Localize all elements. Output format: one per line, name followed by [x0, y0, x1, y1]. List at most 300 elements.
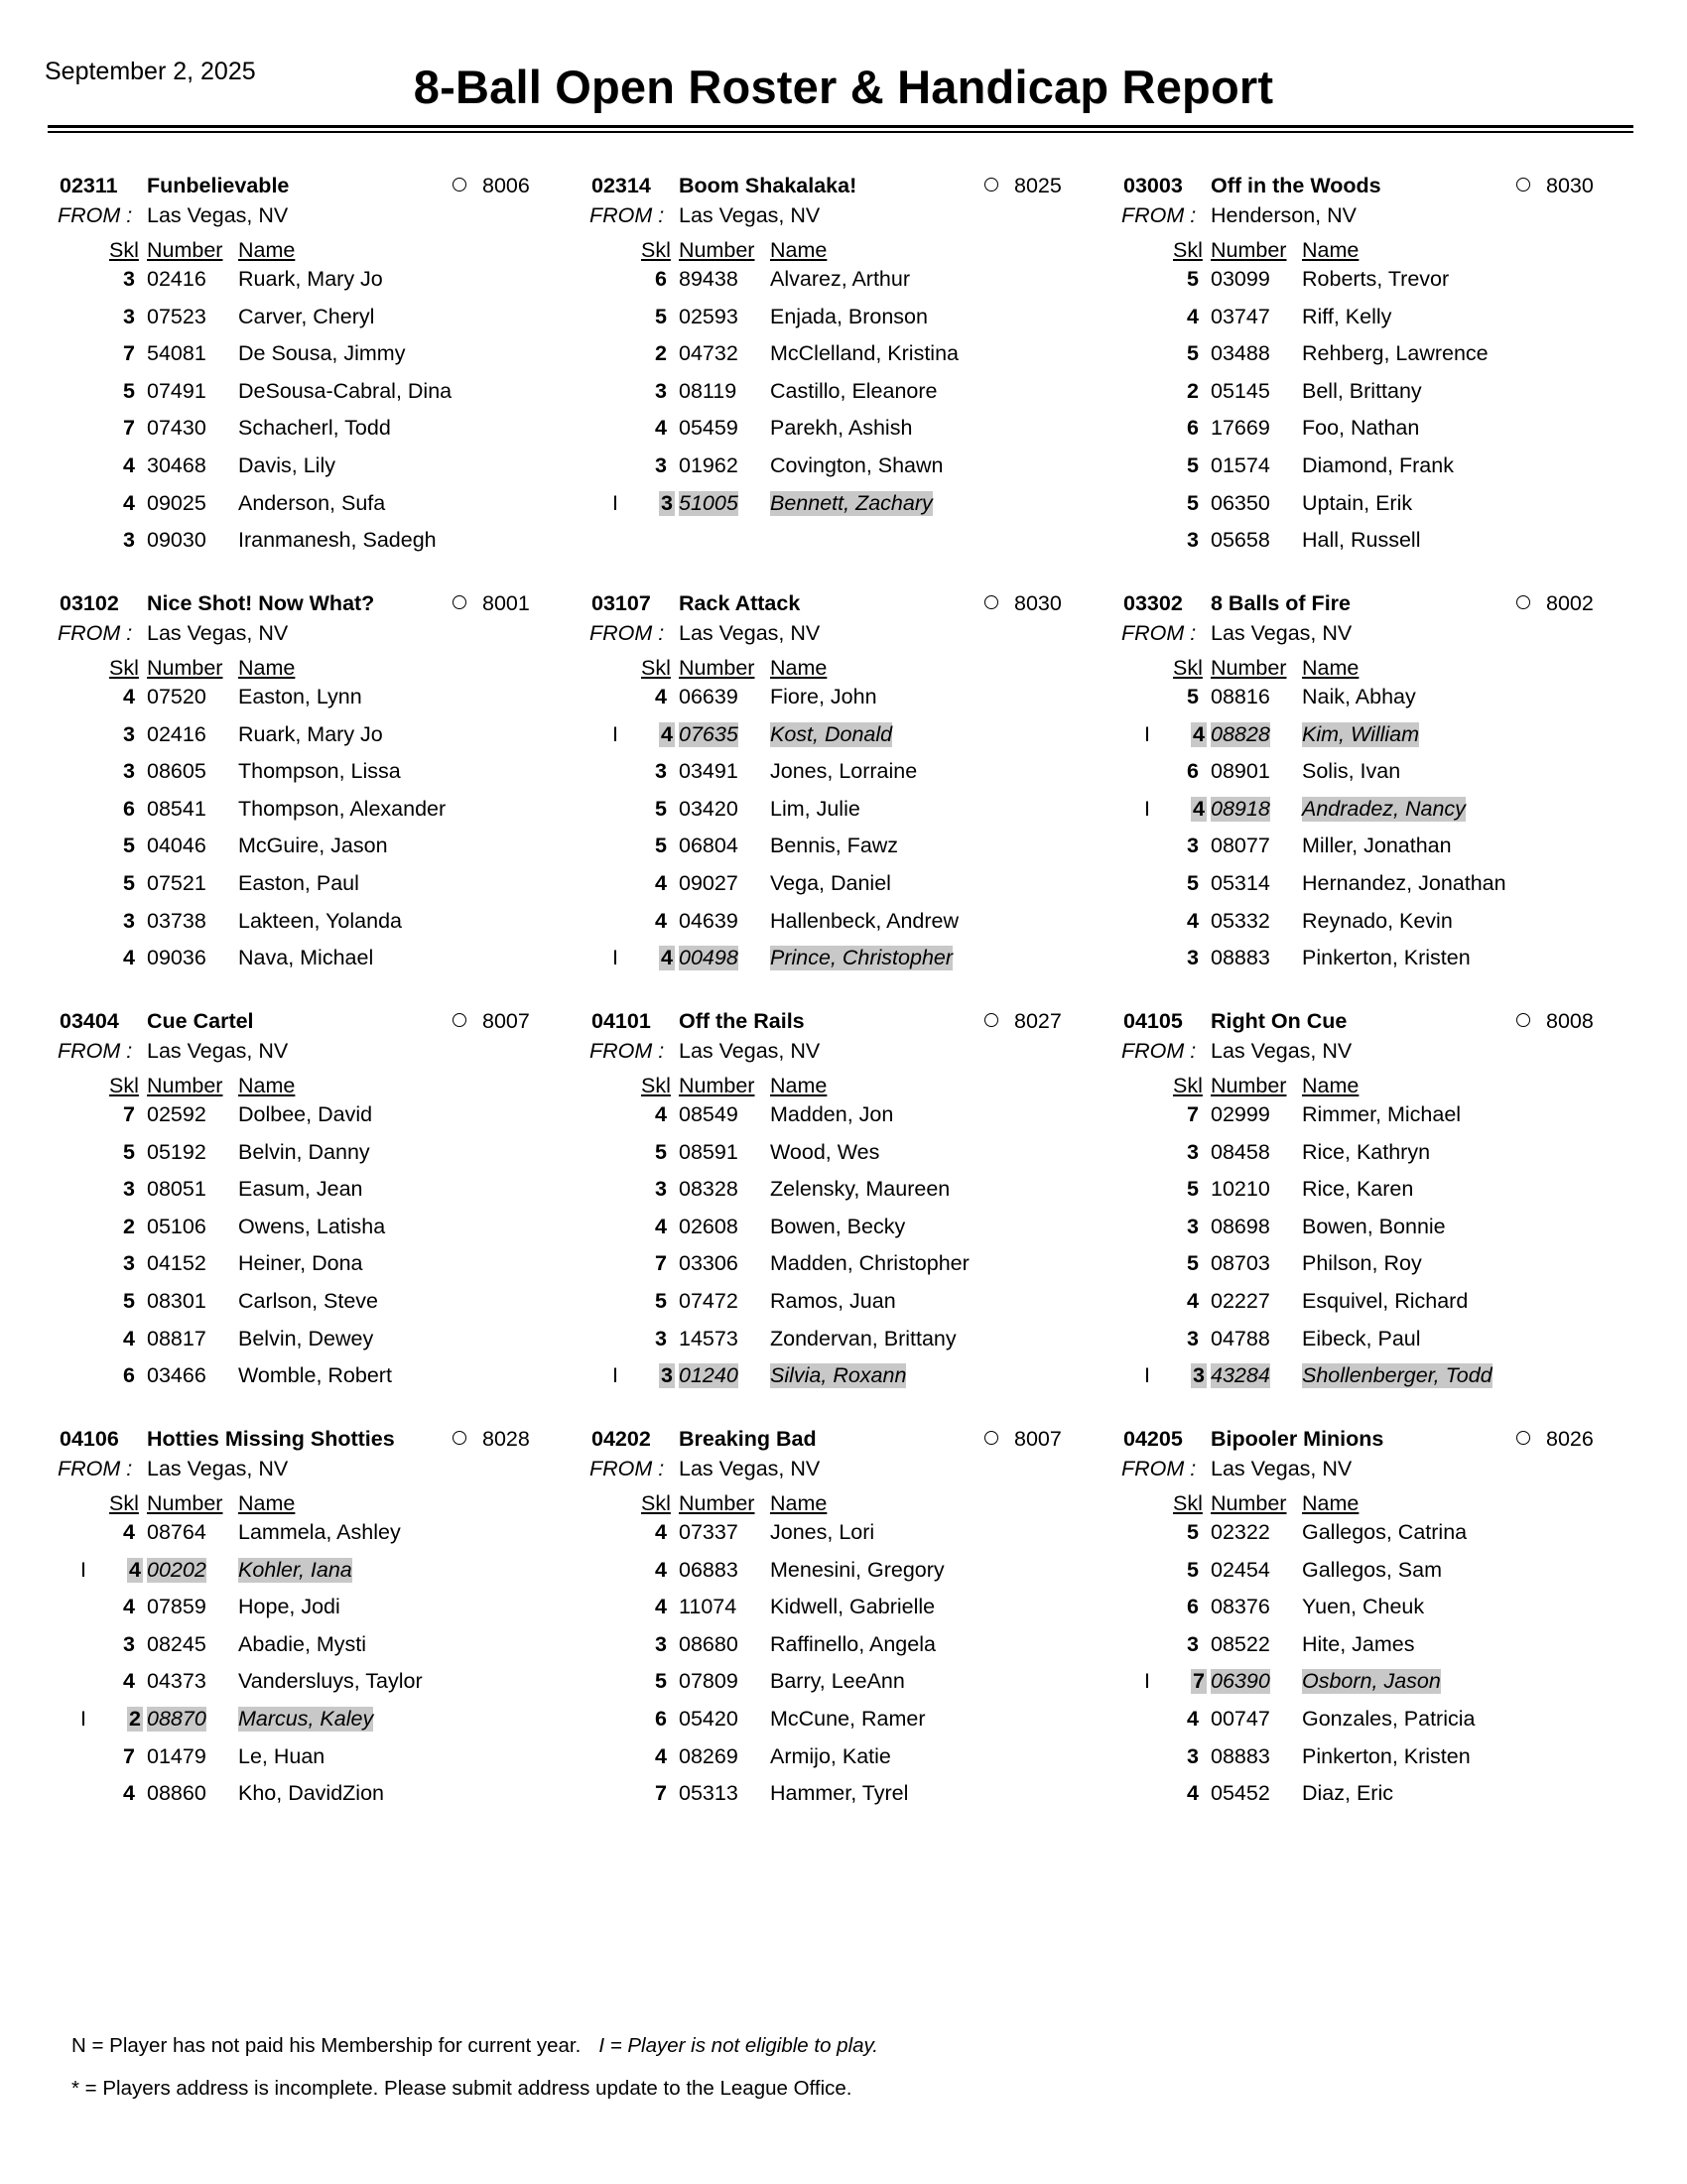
- player-number: 54081: [147, 341, 206, 366]
- player-row: [48, 1595, 584, 1632]
- player-number: 08119: [679, 378, 737, 403]
- team-number: 03003: [1123, 174, 1183, 197]
- player-name: Enjada, Bronson: [770, 304, 928, 328]
- team-name: Boom Shakalaka!: [679, 174, 857, 197]
- player-name: Madden, Christopher: [770, 1251, 970, 1276]
- player-name: Pinkerton, Kristen: [1302, 946, 1471, 970]
- player-skill: 4: [661, 721, 673, 746]
- player-skill: 7: [123, 341, 135, 366]
- player-row: [1111, 1632, 1647, 1670]
- player-number: 08817: [147, 1326, 206, 1350]
- team-block: [580, 1009, 1115, 1426]
- player-list: [580, 1520, 1115, 1819]
- player-name: Gallegos, Sam: [1302, 1557, 1443, 1582]
- player-row: [1111, 1140, 1647, 1178]
- team-city: Las Vegas, NV: [147, 1039, 289, 1063]
- player-skill: 3: [1187, 528, 1199, 553]
- player-skill: 3: [655, 759, 667, 784]
- column-header-skl: Skl: [1173, 1491, 1203, 1515]
- team-block: [48, 1009, 584, 1426]
- player-name: Roberts, Trevor: [1302, 267, 1450, 291]
- player-number: 08301: [147, 1288, 206, 1313]
- player-skill: 4: [655, 1743, 667, 1768]
- player-name: Miller, Jonathan: [1302, 834, 1452, 858]
- player-skill: 5: [1187, 1251, 1199, 1276]
- team-location-code: 8006: [482, 174, 530, 197]
- player-name: Hall, Russell: [1302, 528, 1421, 553]
- player-number: 06804: [679, 834, 738, 858]
- team-block: [580, 591, 1115, 1008]
- player-skill: 3: [1187, 1139, 1199, 1164]
- team-name: Bipooler Minions: [1211, 1427, 1384, 1451]
- player-number: 05106: [147, 1214, 206, 1238]
- player-skill: 2: [655, 341, 667, 366]
- player-skill: 7: [1193, 1669, 1205, 1694]
- player-name: Easton, Paul: [238, 870, 359, 895]
- team-block: [1111, 591, 1647, 1008]
- player-number: 04046: [147, 834, 206, 858]
- location-circle-icon: [984, 1013, 998, 1027]
- player-number: 07337: [679, 1520, 738, 1544]
- player-name: Bowen, Bonnie: [1302, 1214, 1446, 1238]
- player-list: [1111, 1520, 1647, 1819]
- player-row: [580, 1177, 1115, 1215]
- player-name: Uptain, Erik: [1302, 490, 1413, 515]
- player-number: 08918: [1211, 796, 1270, 821]
- column-header-skl: Skl: [109, 1074, 139, 1097]
- player-row: [1111, 1781, 1647, 1819]
- player-skill: 2: [129, 1706, 141, 1731]
- column-header-number: Number: [679, 1491, 755, 1515]
- player-skill: 4: [655, 416, 667, 441]
- player-name: Madden, Jon: [770, 1102, 894, 1126]
- column-header-number: Number: [679, 656, 755, 680]
- player-list: [48, 1520, 584, 1819]
- player-name: Schacherl, Todd: [238, 416, 391, 441]
- player-skill: 4: [123, 490, 135, 515]
- player-number: 09027: [679, 870, 738, 895]
- team-number: 04202: [591, 1427, 651, 1451]
- player-number: 03420: [679, 796, 738, 821]
- player-row: [580, 685, 1115, 722]
- from-label: FROM :: [589, 621, 665, 645]
- player-row: [48, 1781, 584, 1819]
- player-name: Kho, DavidZion: [238, 1781, 384, 1806]
- team-block: [1111, 1009, 1647, 1426]
- team-block: [580, 1427, 1115, 1844]
- player-skill: 4: [655, 870, 667, 895]
- column-header-name: Name: [238, 1074, 296, 1097]
- player-name: Hite, James: [1302, 1631, 1415, 1656]
- column-header-skl: Skl: [641, 1074, 671, 1097]
- player-skill: 3: [661, 1363, 673, 1388]
- player-name: Jones, Lori: [770, 1520, 875, 1544]
- player-row: [580, 1781, 1115, 1819]
- player-name: Bowen, Becky: [770, 1214, 906, 1238]
- player-name: Ruark, Mary Jo: [238, 721, 383, 746]
- player-number: 07472: [679, 1288, 738, 1313]
- team-number: 03107: [591, 591, 651, 615]
- player-row: [1111, 416, 1647, 453]
- player-number: 03099: [1211, 267, 1270, 291]
- player-row: [1111, 759, 1647, 797]
- column-header-name: Name: [238, 238, 296, 262]
- player-row: [580, 1102, 1115, 1140]
- player-row: [580, 1327, 1115, 1364]
- team-city: Henderson, NV: [1211, 203, 1357, 227]
- player-row: [1111, 909, 1647, 947]
- player-row: [48, 946, 584, 983]
- player-row: [580, 416, 1115, 453]
- player-row: [1111, 946, 1647, 983]
- player-row: [1111, 267, 1647, 305]
- player-skill: 5: [655, 1669, 667, 1694]
- location-circle-icon: [453, 595, 466, 609]
- player-name: Bennett, Zachary: [770, 490, 933, 515]
- player-name: Barry, LeeAnn: [770, 1669, 905, 1694]
- player-name: Vandersluys, Taylor: [238, 1669, 423, 1694]
- player-row: [580, 1140, 1115, 1178]
- player-row: [48, 1669, 584, 1707]
- eligibility-flag: I: [1144, 1363, 1150, 1388]
- player-number: 02592: [147, 1102, 206, 1126]
- column-header-name: Name: [238, 656, 296, 680]
- player-skill: 6: [123, 1363, 135, 1388]
- team-city: Las Vegas, NV: [1211, 1039, 1353, 1063]
- player-skill: 6: [123, 796, 135, 821]
- team-name: Hotties Missing Shotties: [147, 1427, 395, 1451]
- player-skill: 5: [1187, 452, 1199, 477]
- player-row: [48, 797, 584, 835]
- player-row: [48, 1632, 584, 1670]
- player-skill: 4: [661, 946, 673, 970]
- player-number: 03738: [147, 908, 206, 933]
- player-number: 05314: [1211, 870, 1270, 895]
- player-row: [580, 1669, 1115, 1707]
- player-skill: 3: [655, 378, 667, 403]
- from-label: FROM :: [589, 1039, 665, 1063]
- player-number: 01962: [679, 452, 738, 477]
- player-number: 07430: [147, 416, 206, 441]
- player-row: [1111, 685, 1647, 722]
- team-number: 02314: [591, 174, 651, 197]
- player-row: [48, 1558, 584, 1596]
- team-number: 03102: [60, 591, 119, 615]
- player-skill: 3: [123, 1177, 135, 1202]
- player-row: [48, 1215, 584, 1252]
- player-row: [48, 528, 584, 566]
- player-name: Rice, Kathryn: [1302, 1139, 1431, 1164]
- player-skill: 3: [1193, 1363, 1205, 1388]
- team-location-code: 8008: [1546, 1009, 1594, 1033]
- team-number: 04105: [1123, 1009, 1183, 1033]
- player-skill: 4: [123, 452, 135, 477]
- location-circle-icon: [984, 178, 998, 192]
- player-number: 07520: [147, 685, 206, 708]
- report-title: 8-Ball Open Roster & Handicap Report: [413, 61, 1274, 113]
- team-location-code: 8028: [482, 1427, 530, 1451]
- player-row: [580, 1289, 1115, 1327]
- player-number: 08828: [1211, 721, 1270, 746]
- player-name: DeSousa-Cabral, Dina: [238, 378, 453, 403]
- player-skill: 5: [655, 1288, 667, 1313]
- player-row: [1111, 491, 1647, 529]
- column-header-number: Number: [1211, 1491, 1287, 1515]
- player-number: 03747: [1211, 304, 1270, 328]
- player-skill: 4: [123, 1595, 135, 1619]
- player-name: Diamond, Frank: [1302, 452, 1454, 477]
- player-skill: 3: [123, 267, 135, 291]
- player-skill: 4: [1187, 304, 1199, 328]
- player-row: [580, 909, 1115, 947]
- player-number: 08549: [679, 1102, 738, 1126]
- team-number: 03302: [1123, 591, 1183, 615]
- column-header-name: Name: [770, 238, 828, 262]
- player-name: Foo, Nathan: [1302, 416, 1420, 441]
- player-name: Hernandez, Jonathan: [1302, 870, 1506, 895]
- team-city: Las Vegas, NV: [147, 203, 289, 227]
- player-skill: 5: [655, 1139, 667, 1164]
- player-number: 05145: [1211, 378, 1270, 403]
- player-number: 08541: [147, 796, 206, 821]
- legend-line-1: [71, 2034, 878, 2058]
- player-row: [1111, 1595, 1647, 1632]
- player-list: [1111, 267, 1647, 566]
- player-list: [48, 685, 584, 983]
- title-rule-top: [48, 125, 1633, 128]
- player-name: Parekh, Ashish: [770, 416, 913, 441]
- player-name: Shollenberger, Todd: [1302, 1363, 1492, 1388]
- player-skill: 5: [1187, 685, 1199, 708]
- player-row: [1111, 797, 1647, 835]
- player-name: Easton, Lynn: [238, 685, 362, 708]
- player-skill: 3: [655, 1326, 667, 1350]
- team-city: Las Vegas, NV: [1211, 621, 1353, 645]
- player-skill: 6: [655, 1706, 667, 1731]
- player-row: [48, 1744, 584, 1782]
- player-row: [48, 1363, 584, 1401]
- player-number: 03306: [679, 1251, 738, 1276]
- player-number: 00498: [679, 946, 738, 970]
- column-header-number: Number: [679, 1074, 755, 1097]
- from-label: FROM :: [589, 1457, 665, 1480]
- player-skill: 3: [1187, 1214, 1199, 1238]
- player-name: Vega, Daniel: [770, 870, 891, 895]
- player-skill: 3: [123, 759, 135, 784]
- location-circle-icon: [453, 178, 466, 192]
- location-circle-icon: [1516, 178, 1530, 192]
- player-skill: 3: [123, 721, 135, 746]
- team-number: 04205: [1123, 1427, 1183, 1451]
- player-skill: 7: [123, 416, 135, 441]
- column-header-skl: Skl: [641, 656, 671, 680]
- player-name: Gallegos, Catrina: [1302, 1520, 1468, 1544]
- player-skill: 4: [123, 946, 135, 970]
- player-skill: 4: [655, 1557, 667, 1582]
- player-name: Owens, Latisha: [238, 1214, 386, 1238]
- team-location-code: 8002: [1546, 591, 1594, 615]
- column-header-name: Name: [770, 656, 828, 680]
- player-skill: 5: [123, 1139, 135, 1164]
- player-row: [1111, 722, 1647, 760]
- player-skill: 4: [1193, 721, 1205, 746]
- player-row: [48, 1327, 584, 1364]
- player-skill: 4: [123, 685, 135, 708]
- player-number: 03466: [147, 1363, 206, 1388]
- column-header-name: Name: [770, 1491, 828, 1515]
- player-number: 08860: [147, 1781, 206, 1806]
- team-number: 04101: [591, 1009, 651, 1033]
- player-name: Lammela, Ashley: [238, 1520, 401, 1544]
- player-number: 02593: [679, 304, 738, 328]
- location-circle-icon: [1516, 595, 1530, 609]
- player-name: Marcus, Kaley: [238, 1706, 374, 1731]
- player-number: 04152: [147, 1251, 206, 1276]
- column-header-skl: Skl: [1173, 1074, 1203, 1097]
- player-number: 02227: [1211, 1288, 1270, 1313]
- column-header-name: Name: [770, 1074, 828, 1097]
- column-header-name: Name: [1302, 656, 1360, 680]
- column-header-name: Name: [1302, 1074, 1360, 1097]
- player-name: Carver, Cheryl: [238, 304, 375, 328]
- player-name: Osborn, Jason: [1302, 1669, 1441, 1694]
- player-skill: 3: [1187, 834, 1199, 858]
- player-skill: 3: [655, 452, 667, 477]
- player-name: McCune, Ramer: [770, 1706, 926, 1731]
- player-skill: 5: [655, 834, 667, 858]
- player-name: Prince, Christopher: [770, 946, 954, 970]
- player-skill: 3: [1187, 1326, 1199, 1350]
- legend-i-note: I = Player is not eligible to play.: [598, 2034, 878, 2057]
- player-skill: 3: [661, 490, 673, 515]
- player-number: 04373: [147, 1669, 206, 1694]
- eligibility-flag: I: [612, 721, 618, 746]
- column-header-skl: Skl: [1173, 656, 1203, 680]
- player-row: [580, 1251, 1115, 1289]
- player-name: Philson, Roy: [1302, 1251, 1422, 1276]
- player-skill: 4: [655, 685, 667, 708]
- location-circle-icon: [984, 595, 998, 609]
- eligibility-flag: I: [1144, 796, 1150, 821]
- player-number: 09036: [147, 946, 206, 970]
- player-row: [580, 722, 1115, 760]
- player-number: 05452: [1211, 1781, 1270, 1806]
- team-name: Rack Attack: [679, 591, 801, 615]
- player-skill: 5: [123, 378, 135, 403]
- player-skill: 4: [655, 908, 667, 933]
- column-header-skl: Skl: [641, 1491, 671, 1515]
- player-row: [48, 1289, 584, 1327]
- team-location-code: 8007: [482, 1009, 530, 1033]
- player-number: 02608: [679, 1214, 738, 1238]
- player-number: 06883: [679, 1557, 738, 1582]
- player-skill: 4: [129, 1557, 141, 1582]
- player-number: 05192: [147, 1139, 206, 1164]
- player-number: 08816: [1211, 685, 1270, 708]
- player-number: 04788: [1211, 1326, 1270, 1350]
- player-name: Eibeck, Paul: [1302, 1326, 1421, 1350]
- player-list: [580, 267, 1115, 528]
- player-name: Thompson, Alexander: [238, 796, 447, 821]
- player-row: [48, 1102, 584, 1140]
- column-header-skl: Skl: [109, 1491, 139, 1515]
- player-row: [48, 491, 584, 529]
- player-name: Solis, Ivan: [1302, 759, 1401, 784]
- player-skill: 5: [123, 834, 135, 858]
- location-circle-icon: [984, 1431, 998, 1445]
- player-row: [580, 1558, 1115, 1596]
- player-name: Ramos, Juan: [770, 1288, 896, 1313]
- eligibility-flag: I: [80, 1557, 86, 1582]
- player-name: Rimmer, Michael: [1302, 1102, 1462, 1126]
- player-skill: 4: [1187, 1781, 1199, 1806]
- player-number: 02322: [1211, 1520, 1270, 1544]
- player-name: Kidwell, Gabrielle: [770, 1595, 936, 1619]
- team-location-code: 8030: [1014, 591, 1062, 615]
- player-number: 02454: [1211, 1557, 1270, 1582]
- player-row: [1111, 871, 1647, 909]
- player-skill: 5: [1187, 870, 1199, 895]
- player-number: 05658: [1211, 528, 1270, 553]
- player-name: McClelland, Kristina: [770, 341, 959, 366]
- player-row: [580, 1632, 1115, 1670]
- player-name: Heiner, Dona: [238, 1251, 363, 1276]
- player-name: Abadie, Mysti: [238, 1631, 367, 1656]
- player-skill: 6: [1187, 416, 1199, 441]
- player-row: [1111, 1289, 1647, 1327]
- player-number: 08901: [1211, 759, 1270, 784]
- player-number: 08269: [679, 1743, 738, 1768]
- from-label: FROM :: [58, 1457, 133, 1480]
- player-skill: 5: [1187, 1557, 1199, 1582]
- column-header-number: Number: [147, 656, 223, 680]
- player-row: [1111, 379, 1647, 417]
- player-number: 08522: [1211, 1631, 1270, 1656]
- player-name: Andradez, Nancy: [1302, 796, 1466, 821]
- player-number: 08328: [679, 1177, 738, 1202]
- player-row: [48, 267, 584, 305]
- column-header-number: Number: [147, 1491, 223, 1515]
- player-row: [580, 759, 1115, 797]
- player-skill: 3: [1187, 1743, 1199, 1768]
- player-name: Iranmanesh, Sadegh: [238, 528, 437, 553]
- player-list: [48, 267, 584, 566]
- player-number: 51005: [679, 490, 738, 515]
- player-number: 07635: [679, 721, 738, 746]
- player-skill: 3: [123, 528, 135, 553]
- player-number: 04732: [679, 341, 738, 366]
- player-row: [48, 453, 584, 491]
- team-city: Las Vegas, NV: [679, 203, 821, 227]
- player-row: [1111, 1251, 1647, 1289]
- player-number: 08605: [147, 759, 206, 784]
- player-skill: 7: [123, 1743, 135, 1768]
- player-number: 09030: [147, 528, 206, 553]
- player-name: Diaz, Eric: [1302, 1781, 1393, 1806]
- player-name: Armijo, Katie: [770, 1743, 891, 1768]
- team-location-code: 8025: [1014, 174, 1062, 197]
- player-number: 08458: [1211, 1139, 1270, 1164]
- from-label: FROM :: [58, 621, 133, 645]
- player-name: Nava, Michael: [238, 946, 374, 970]
- team-block: [580, 174, 1115, 590]
- player-name: Rice, Karen: [1302, 1177, 1414, 1202]
- player-number: 30468: [147, 452, 206, 477]
- team-city: Las Vegas, NV: [147, 1457, 289, 1480]
- player-row: [580, 871, 1115, 909]
- column-header-number: Number: [679, 238, 755, 262]
- player-number: 03491: [679, 759, 738, 784]
